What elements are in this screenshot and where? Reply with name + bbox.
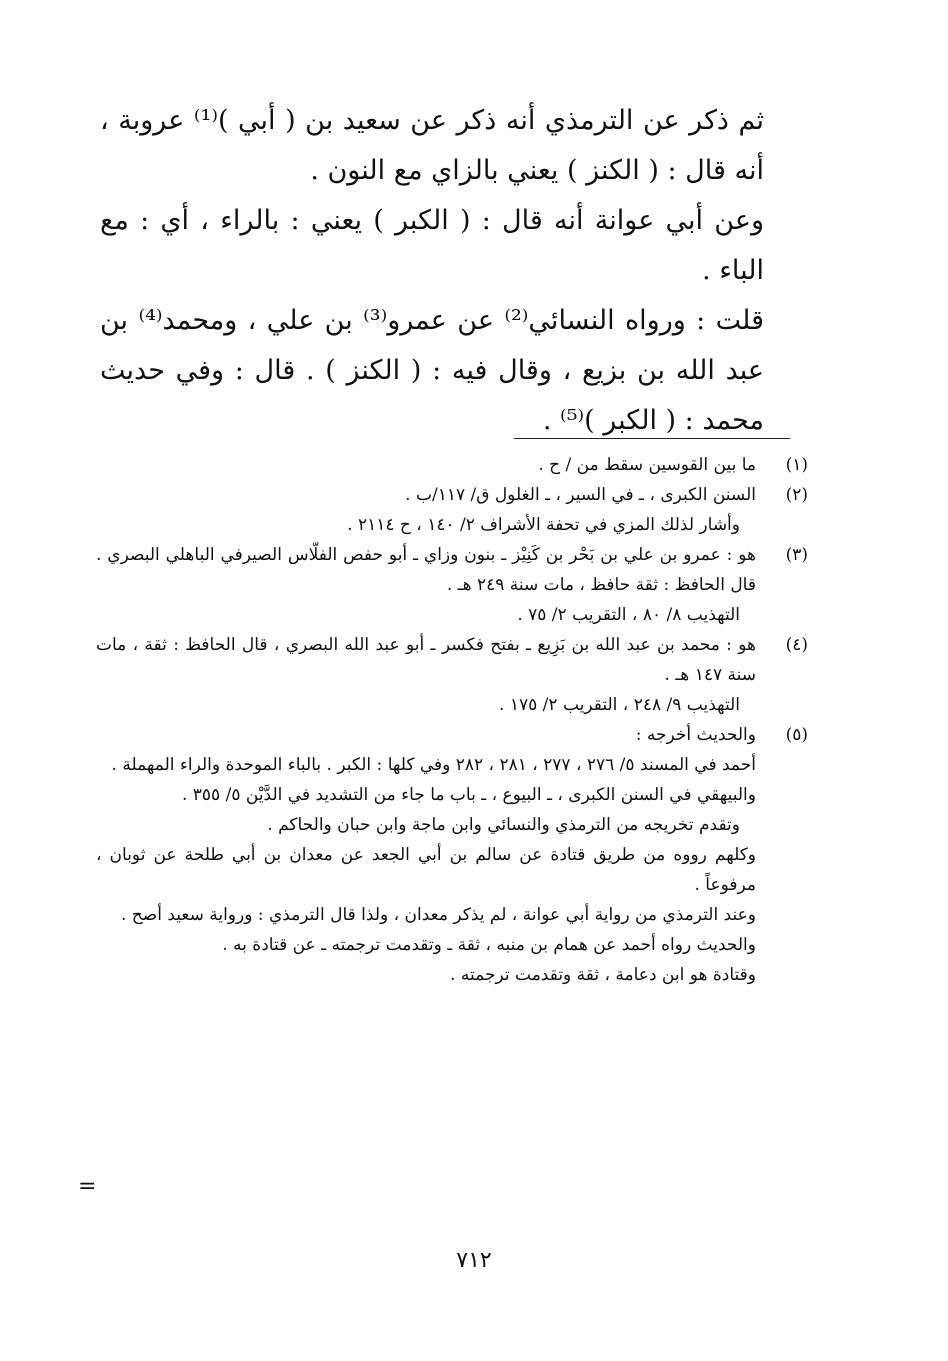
footnote-number: (٣) [785, 545, 808, 565]
footnote-line: أحمد في المسند ٥/ ٢٧٦ ، ٢٧٧ ، ٢٨١ ، ٢٨٢ وفي كلها : الكبر . بالباء الموحدة والراء المهملة . [111, 755, 756, 775]
footnote-number: (٢) [785, 485, 808, 505]
footnote-separator [514, 438, 790, 439]
footnote-line: ما بين القوسين سقط من / ح . [538, 455, 756, 475]
footnote-line: هو : عمرو بن علي بن بَحْر بن كَنِيْز ـ بنون وزاي ـ أبو حفص الفلّاس الصيرفي الباهلي البصري . قال الحافظ : ثقة حافظ ، مات سنة ٢٤٩ هـ . [96, 545, 756, 595]
footnote-line: وعند الترمذي من رواية أبي عوانة ، لم يذكر معدان ، ولذا قال الترمذي : ورواية سعيد أصح . [120, 905, 756, 925]
main-text [100, 96, 808, 446]
footnote-line: والحديث رواه أحمد عن همام بن منبه ، ثقة ـ وتقدمت ترجمته ـ عن قتادة به . [222, 935, 756, 955]
continuation-mark: = [78, 1174, 97, 1199]
footnote-number: (٥) [785, 725, 808, 745]
footnote-4 [96, 630, 808, 720]
footnote-line: وتقدم تخريجه من الترمذي والنسائي وابن ماجة وابن حبان والحاكم . [267, 815, 740, 835]
footnote-5 [96, 720, 808, 990]
footnote-1 [96, 450, 808, 480]
footnote-line: التهذيب ٩/ ٢٤٨ ، التقريب ٢/ ١٧٥ . [499, 695, 740, 715]
page-number: ٧١٢ [456, 1248, 492, 1273]
footnote-number: (٤) [785, 635, 808, 655]
footnote-line: وقتادة هو ابن دعامة ، ثقة وتقدمت ترجمته . [450, 965, 756, 985]
footnote-line: هو : محمد بن عبد الله بن بَزِيع ـ بفتح فكسر ـ أبو عبد الله البصري ، قال الحافظ : ثقة ، مات سنة ١٤٧ هـ . [96, 635, 756, 685]
footnote-line: والبيهقي في السنن الكبرى ، ـ البيوع ، ـ باب ما جاء من التشديد في الدَّيْن ٥/ ٣٥٥ . [181, 785, 756, 805]
footnote-3 [96, 540, 808, 630]
footnote-line: السنن الكبرى ، ـ في السير ، ـ الغلول ق/ ١١٧/ب . [405, 485, 756, 505]
footnote-line: التهذيب ٨/ ٨٠ ، التقريب ٢/ ٧٥ . [517, 605, 740, 625]
paragraph-1: ثم ذكر عن الترمذي أنه ذكر عن سعيد بن ( أبي )⁽¹⁾ عروبة ، أنه قال : ( الكنز ) يعني بالزاي مع النون . [100, 105, 764, 186]
footnote-line: وأشار لذلك المزي في تحفة الأشراف ٢/ ١٤٠ ، ح ٢١١٤ . [347, 515, 740, 535]
paragraph-2: وعن أبي عوانة أنه قال : ( الكبر ) يعني : بالراء ، أي : مع الباء . [100, 205, 764, 286]
footnote-number: (١) [785, 455, 808, 475]
footnote-2 [96, 480, 808, 540]
footnote-line: وكلهم رووه من طريق قتادة عن سالم بن أبي الجعد عن معدان بن أبي طلحة عن ثوبان ، مرفوعاً . [96, 845, 756, 895]
footnote-line: والحديث أخرجه : [635, 725, 756, 745]
footnotes [96, 450, 808, 990]
paragraph-3: قلت : ورواه النسائي⁽²⁾ عن عمرو⁽³⁾ بن علي ، ومحمد⁽⁴⁾ بن عبد الله بن بزيع ، وقال فيه : ( الكنز ) . قال : وفي حديث محمد : ( الكبر )⁽⁵⁾ . [100, 305, 765, 436]
